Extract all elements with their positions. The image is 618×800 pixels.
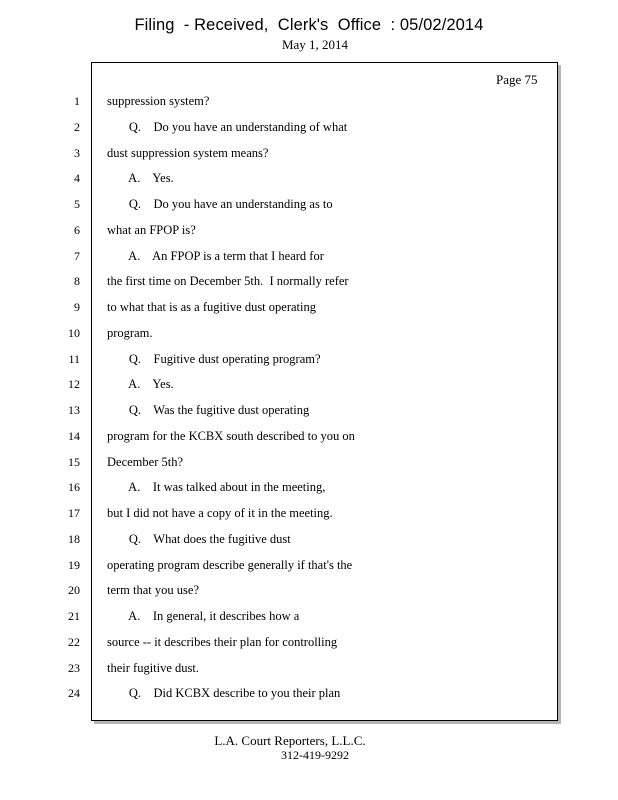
transcript-line: A. It was talked about in the meeting, [107, 480, 326, 494]
line-number: 22 [68, 635, 80, 649]
transcript-line: program. [107, 326, 153, 340]
reporter-company: L.A. Court Reporters, L.L.C. [214, 733, 366, 748]
transcript-line: dust suppression system means? [107, 146, 269, 160]
transcript-line: A. An FPOP is a term that I heard for [107, 249, 324, 263]
line-number: 3 [74, 146, 80, 160]
line-number: 15 [68, 455, 80, 469]
line-number: 4 [74, 171, 80, 185]
page-number: Page 75 [496, 72, 538, 87]
transcript-line: what an FPOP is? [107, 223, 196, 237]
filing-stamp: Filing - Received, Clerk's Office : 05/02/2014 [134, 16, 484, 34]
line-number: 13 [68, 403, 80, 417]
transcript-line: Q. Was the fugitive dust operating [107, 403, 310, 417]
transcript-line: term that you use? [107, 583, 199, 597]
transcript-line: Q. What does the fugitive dust [107, 532, 291, 546]
transcript-line: Q. Fugitive dust operating program? [107, 352, 321, 366]
transcript-line: their fugitive dust. [107, 661, 199, 675]
transcript-line: program for the KCBX south described to you on [107, 429, 355, 443]
line-number: 9 [74, 300, 80, 314]
line-number: 18 [68, 532, 80, 546]
line-number: 16 [68, 480, 80, 494]
line-number: 17 [68, 506, 80, 520]
reporter-phone: 312-419-9292 [281, 748, 349, 762]
transcript-line: Q. Do you have an understanding of what [107, 120, 348, 134]
line-number: 21 [68, 609, 80, 623]
line-number: 10 [68, 326, 80, 340]
line-number: 5 [74, 197, 80, 211]
transcript-line: suppression system? [107, 94, 210, 108]
line-number: 7 [74, 249, 80, 263]
transcript-line: Q. Do you have an understanding as to [107, 197, 333, 211]
line-number: 2 [74, 120, 80, 134]
line-number: 20 [68, 583, 80, 597]
transcript-line: operating program describe generally if that's the [107, 558, 353, 572]
transcript-line: but I did not have a copy of it in the meeting. [107, 506, 333, 520]
line-number: 23 [68, 661, 80, 675]
transcript-line: A. Yes. [107, 171, 174, 185]
line-number: 6 [74, 223, 80, 237]
transcript-line: to what that is as a fugitive dust operating [107, 300, 316, 314]
line-number: 11 [68, 352, 80, 366]
line-number: 12 [68, 377, 80, 391]
line-number: 19 [68, 558, 80, 572]
transcript-line: the first time on December 5th. I normally refer [107, 274, 349, 288]
transcript-line: December 5th? [107, 455, 184, 469]
deposition-date: May 1, 2014 [281, 37, 349, 52]
line-number: 24 [68, 686, 80, 700]
transcript-line: source -- it describes their plan for controlling [107, 635, 338, 649]
transcript-line: A. Yes. [107, 377, 174, 391]
line-number: 8 [74, 274, 80, 288]
line-number: 1 [74, 94, 80, 108]
transcript-line: Q. Did KCBX describe to you their plan [107, 686, 341, 700]
line-number: 14 [68, 429, 80, 443]
transcript-line: A. In general, it describes how a [107, 609, 300, 623]
